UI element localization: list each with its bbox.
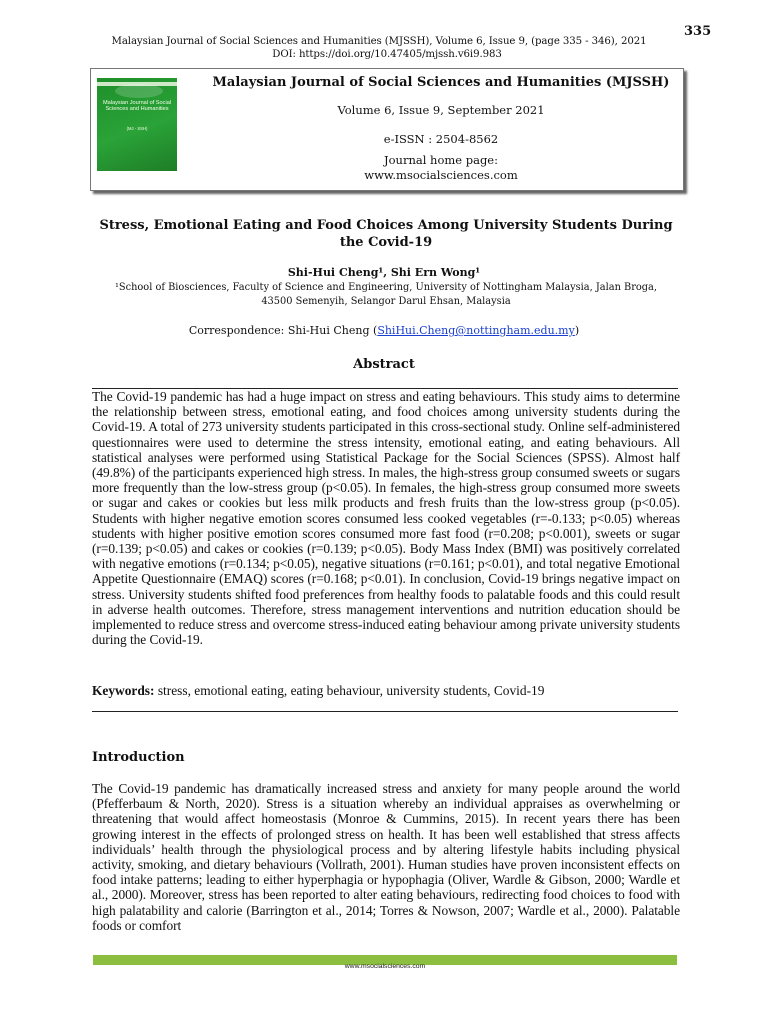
keywords-list: stress, emotional eating, eating behaviour, university students, Covid-19 [157,683,545,698]
footer-bar [93,955,677,970]
keywords-label: Keywords: [92,683,155,698]
abstract-text: The Covid-19 pandemic has had a huge impact on stress and eating behaviours. This study aims to determine the relationship between stress, emotional eating, and food choices among university students during the Covid-19. A total of 273 university students participated in this cross-sectional study. Online self-administered questionnaires were used to determine the stress intensity, emotional eating, and eating behaviours. All statistical analyses were performed using Statistical Package for the Social Sciences (SPSS). Almost half (49.8%) of the participants experienced high stress. In males, the high-stress group consumed sweets or sugars more frequently than the low-stress group (p<0.05). In females, the high-stress group consumed more sweets or sugar and cakes or cookies but less milk products and fresh fruits than the low-stress group (p<0.05). Students with higher negative emotion scores consumed less cooked vegetables (r=-0.133; p<0.05) whereas students with higher positive emotion scores consumed more fast food (r=0.208; p<0.001), sweets or sugar (r=0.139; p<0.05) and cakes or cookies (r=0.139; p<0.05). Body Mass Index (BMI) was positively correlated with negative emotions (r=0.134; p<0.05), negative situations (r=0.161; p<0.01), and total negative Emotional Appetite Questionnaire (EMAQ) scores (r=0.168; p<0.01). In conclusion, Covid-19 brings negative impact on stress. University students shifted food preferences from healthy foods to palatable foods and this could result in adverse health outcomes. Therefore, stress management interventions and nutrition education should be implemented to reduce stress and overcome stress-induced eating behaviour among private university students during the Covid-19. [92,389,680,648]
paper-affiliation: ¹School of Biosciences, Faculty of Science and Engineering, University of Nottingham Malaysia, Jalan Broga, 43500 Semenyih, Selangor Darul Ehsan, Malaysia [114,282,658,307]
introduction-text: The Covid-19 pandemic has dramatically increased stress and anxiety for many people around the world (Pfefferbaum & North, 2020). Stress is a situation whereby an individual appraises as overwhelming or threatening that would affect homeostasis (Monroe & Cummins, 2015). In recent years there has been growing interest in the effects of prolonged stress on health. It has been well established that stress affects individuals’ health through the physiological process and by altering lifestyle habits including physical activity, smoking, and dietary behaviours (Vollrath, 2001). Human studies have proven inconsistent effects on food intake patterns; leading to either hyperphagia or hypophagia (Oliver, Wardle & Gibson, 2000; Wardle et al., 2000). Moreover, stress has been reported to alter eating behaviours, redirecting food choices to food with high palatability and calorie (Barrington et al., 2014; Torres & Nowson, 2007; Wardle et al., 2000). Palatable foods or comfort [92,781,680,933]
abstract-heading: Abstract [353,357,415,372]
correspondence-email-link[interactable]: ShiHui.Cheng@nottingham.edu.my [377,324,575,337]
running-head-doi: DOI: https://doi.org/10.47405/mjssh.v6i9.983 [272,49,502,60]
page-number: 335 [684,24,712,39]
paper-title: Stress, Emotional Eating and Food Choices Among University Students During the Covid-19 [99,218,673,250]
introduction-heading: Introduction [92,750,185,765]
paper-authors: Shi-Hui Cheng¹, Shi Ern Wong¹ [287,266,481,279]
running-head-citation: Malaysian Journal of Social Sciences and Humanities (MJSSH), Volume 6, Issue 9, (page 335 - 346), 2021 [111,36,647,47]
journal-cover-image [97,78,177,171]
journal-volume: Volume 6, Issue 9, September 2021 [337,103,545,117]
keywords [92,683,680,699]
journal-info-box [90,68,684,191]
cover-code: (MJ - SSH) [126,126,148,131]
correspondence-label: Correspondence: Shi-Hui Cheng ( [188,324,378,337]
journal-home-url[interactable]: www.msocialsciences.com [364,168,518,182]
correspondence [0,324,768,337]
journal-title: Malaysian Journal of Social Sciences and Humanities (MJSSH) [212,75,670,90]
footer-url[interactable]: www.msocialsciences.com [344,963,426,970]
journal-eissn: e-ISSN : 2504-8562 [383,132,499,146]
running-head [0,35,768,61]
cover-title: Malaysian Journal of Social Sciences and Humanities [102,100,172,113]
correspondence-close: ) [574,324,580,337]
journal-home-label: Journal home page: [384,153,498,167]
abstract-bottom-rule [92,711,678,712]
cover-globe-icon [115,84,163,98]
